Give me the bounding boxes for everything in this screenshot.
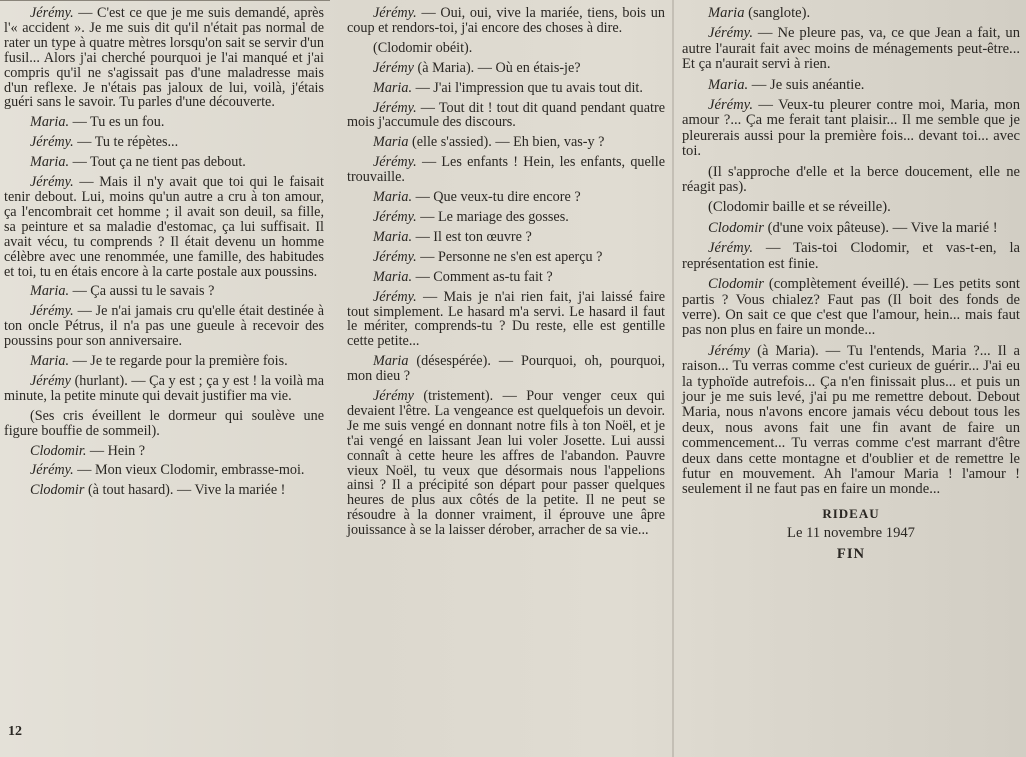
dialogue-text: (Clodomir obéit). — [373, 39, 473, 56]
speaker-name: Maria. — [30, 154, 70, 171]
dialogue-line — [347, 41, 665, 56]
dialogue-text: (à Maria). — Où en étais-je? — [413, 59, 581, 76]
speaker-name: Jérémy. — [373, 99, 417, 116]
dialogue-line — [347, 270, 665, 285]
speaker-name: Jérémy. — [373, 248, 417, 265]
dialogue-line — [347, 250, 665, 265]
speaker-name: Jérémy. — [708, 97, 753, 114]
speaker-name: Clodomir — [708, 219, 764, 236]
speaker-name: Jérémy. — [373, 288, 417, 305]
column-3-dialogue — [682, 6, 1020, 498]
page-fold — [672, 0, 674, 757]
dialogue-text: — Comment as-tu fait ? — [412, 268, 553, 285]
dialogue-line — [4, 374, 324, 404]
author-signature: RIDEAU — [822, 505, 880, 521]
speaker-name: Maria. — [30, 114, 70, 131]
dialogue-text: — Ça aussi tu le savais ? — [69, 283, 215, 300]
speaker-name: Jérémy. — [373, 5, 417, 21]
dialogue-text: (Il s'approche d'elle et la berce doucement, elle ne réagit pas). — [682, 163, 1020, 196]
dialogue-text: — Je te regarde pour la première fois. — [69, 353, 288, 370]
dialogue-text: — Les enfants ! Hein, les enfants, quelle trouvaille. — [347, 154, 665, 186]
column-3 — [682, 6, 1020, 567]
dialogue-line — [682, 200, 1020, 215]
dialogue-text: (elle s'assied). — Eh bien, vas-y ? — [408, 134, 605, 151]
dialogue-text: — J'ai l'impression que tu avais tout dit. — [412, 79, 643, 96]
dialogue-text: — Tout dit ! tout dit quand pendant quatre mois j'accumule des discours. — [347, 99, 665, 131]
dialogue-line — [4, 175, 324, 279]
dialogue-line — [4, 483, 324, 498]
speaker-name: Jérémy. — [373, 154, 417, 171]
dialogue-line — [347, 81, 665, 96]
dialogue-line — [347, 389, 665, 538]
dialogue-text: — Le mariage des gosses. — [416, 208, 569, 225]
speaker-name: Maria. — [30, 283, 70, 300]
speaker-name: Maria — [708, 5, 745, 21]
speaker-name: Jérémy. — [30, 5, 74, 21]
dialogue-line — [347, 101, 665, 131]
dialogue-line — [347, 354, 665, 384]
speaker-name: Jérémy. — [708, 240, 753, 257]
speaker-name: Maria — [373, 134, 409, 151]
dialogue-text: — Je n'ai jamais cru qu'elle était destinée à ton oncle Pétrus, il n'a pas une gueule à recevoir des poussins pour son anniversaire. — [4, 303, 324, 350]
dialogue-line — [4, 6, 324, 110]
speaker-name: Jérémy — [373, 59, 414, 76]
dialogue-line — [4, 354, 324, 369]
dialogue-line — [682, 277, 1020, 339]
speaker-name: Maria. — [373, 79, 413, 96]
speaker-name: Jérémy. — [708, 25, 753, 42]
dialogue-text: — Je suis anéantie. — [748, 76, 865, 93]
dialogue-text: (hurlant). — Ça y est ; ça y est ! la voilà ma minute, la petite minute qui devait justifier ma vie. — [4, 372, 324, 404]
dialogue-text: (complètement éveillé). — Les petits sont partis ? Vous chialez? Faut pas (Il boit des fonds de verre). On sait ce que c'est que l'amour, hein... mais faut pas non plus en faire un monde... — [682, 276, 1020, 339]
dialogue-text: (Clodomir baille et se réveille). — [708, 199, 891, 216]
dialogue-line — [682, 165, 1020, 196]
dialogue-text: — Mais il n'y avait que toi qui le faisait tenir debout. Lui, moins qu'un autre a cru à ton amour, ça l'encombrait cet homme ; il avait son deuil, sa fille, sa peinture et sa maladie d'estomac, ça lui suffisait. Il avait vécu, tu comprends ? Il était devenu un homme célèbre avec une renommée, une famille, des habitudes et toi, tu en étais encore à la carte postale aux poussins. — [4, 174, 324, 280]
dialogue-text: — Que veux-tu dire encore ? — [412, 189, 581, 206]
dialogue-line — [682, 78, 1020, 93]
dialogue-text: (Ses cris éveillent le dormeur qui soulève une figure bouffie de sommeil). — [4, 407, 324, 439]
dialogue-text: — Personne ne s'en est aperçu ? — [416, 248, 603, 265]
dialogue-text: — C'est ce que je me suis demandé, après l'« accident ». Je me suis dit qu'il n'était pas normal de rater un type à quatre mètres lorsqu'on sait se servir d'un fusil... Alors j'ai cherché pourquoi je l'ai manqué et j'ai compris qu'il ne s'agissait pas d'une maladresse mais d'un reflexe. Je n'étais pas jaloux de lui, voilà, j'étais guéri sans le savoir. Tu parles d'une découverte. — [4, 5, 324, 111]
dialogue-line — [4, 463, 324, 478]
top-rule — [0, 0, 330, 1]
speaker-name: Maria. — [373, 189, 413, 206]
dialogue-line — [4, 304, 324, 349]
speaker-name: Jérémy. — [373, 208, 417, 225]
dialogue-text: (sanglote). — [744, 5, 811, 21]
speaker-name: Jérémy — [373, 388, 414, 405]
dialogue-text: — Veux-tu pleurer contre moi, Maria, mon amour ?... Ça me ferait tant plaisir... Il me semble que je pleurerais aussi pour la première fois... devant toi... avec toi. — [682, 97, 1020, 160]
speaker-name: Jérémy. — [30, 134, 74, 151]
speaker-name: Jérémy. — [30, 303, 74, 320]
dialogue-line — [347, 155, 665, 185]
speaker-name: Maria. — [708, 76, 749, 93]
dialogue-text: — Hein ? — [86, 442, 146, 459]
column-2 — [347, 6, 665, 543]
column-1 — [4, 6, 324, 503]
dialogue-text: (désespérée). — Pourquoi, oh, pourquoi, mon dieu ? — [347, 353, 665, 385]
dialogue-text: (tristement). — Pour venger ceux qui devaient l'être. La vengeance est quelquefois un devoir. Je me suis vengé en donnant notre fils à ton Noël, et je t'ai vengé en laissant Jean lui voler Josette. Lui aussi connaît à cette heure les affres de l'abandon. Pauvre vieux Noël, tu veux que désormais nous l'appelions ainsi ? Il a précipité son départ pour passer quelques heures de plus aux côtés de la petite. Il ne peut se résoudre à la donner vraiment, il éprouve une âpre jouissance à se la laisser dérober, arracher de sa vie... — [347, 388, 665, 539]
dialogue-text: — Ne pleure pas, va, ce que Jean a fait, un autre l'aurait fait avec moins de ménagements peut-être... Et ça n'aurait servi à rien. — [682, 25, 1020, 73]
dialogue-line — [4, 115, 324, 130]
speaker-name: Clodomir — [708, 276, 764, 293]
dialogue-text: — Tu es un fou. — [69, 114, 165, 131]
dialogue-line — [347, 230, 665, 245]
dialogue-line — [682, 344, 1020, 498]
dialogue-line — [4, 284, 324, 299]
dialogue-text: (à tout hasard). — Vive la mariée ! — [84, 482, 286, 499]
speaker-name: Clodomir — [30, 482, 85, 499]
dialogue-text: (d'une voix pâteuse). — Vive la marié ! — [763, 219, 998, 236]
speaker-name: Jérémy. — [30, 462, 74, 479]
dialogue-line — [4, 409, 324, 439]
dialogue-text: — Mais je n'ai rien fait, j'ai laissé faire tout simplement. Le hasard m'a servi. Le hasard il faut le mériter, comprends-tu ? Du reste, elle est gentille cette petite... — [347, 288, 665, 350]
dialogue-line — [4, 444, 324, 459]
dialogue-line — [682, 221, 1020, 236]
dialogue-line — [347, 210, 665, 225]
dialogue-text: — Oui, oui, vive la mariée, tiens, bois un coup et rendors-toi, j'ai encore des choses à dire. — [347, 5, 665, 36]
dialogue-text: — Il est ton œuvre ? — [412, 228, 532, 245]
end-mark: FIN — [836, 545, 866, 562]
speaker-name: Jérémy — [30, 372, 71, 389]
speaker-name: Maria. — [373, 228, 413, 245]
dialogue-line — [347, 190, 665, 205]
dialogue-text: — Mon vieux Clodomir, embrasse-moi. — [73, 462, 305, 479]
dialogue-line — [682, 26, 1020, 72]
speaker-name: Maria. — [30, 353, 70, 370]
dialogue-line — [682, 241, 1020, 272]
speaker-name: Jérémy. — [30, 174, 74, 191]
dialogue-text: — Tais-toi Clodomir, et vas-t-en, la représentation est finie. — [682, 240, 1020, 272]
signature-date: Le 11 novembre 1947 — [787, 525, 915, 542]
dialogue-line — [347, 61, 665, 76]
dialogue-text: — Tout ça ne tient pas debout. — [69, 154, 246, 171]
page-number: 12 — [8, 724, 22, 739]
dialogue-line — [4, 155, 324, 170]
speaker-name: Clodomir. — [30, 442, 87, 459]
dialogue-line — [682, 98, 1020, 160]
dialogue-line — [347, 6, 665, 36]
dialogue-line — [4, 135, 324, 150]
speaker-name: Jérémy — [708, 342, 751, 359]
dialogue-line — [682, 6, 1020, 21]
dialogue-text: — Tu te répètes... — [73, 134, 179, 151]
dialogue-text: (à Maria). — Tu l'entends, Maria ?... Il a raison... Tu verras comme c'est curieux de guérir... J'ai eu la typhoïde autrefois... Ça n'en finissait plus... et puis un jour je me suis levé, j'ai pu me remettre debout. Debout Maria, nous n'avons encore jamais vécu debout tous les deux, nous avons fait une fin avant de faire un commencement... Tu verras comme c'est marrant d'être deux dans cette montagne et d'oublier et de remettre le futur en mouvement. Ah l'amour Maria ! l'amour ! seulement il ne faut pas en faire un monde... — [682, 342, 1020, 498]
speaker-name: Maria. — [373, 268, 413, 285]
dialogue-line — [347, 290, 665, 350]
speaker-name: Maria — [373, 353, 409, 370]
dialogue-line — [347, 135, 665, 150]
